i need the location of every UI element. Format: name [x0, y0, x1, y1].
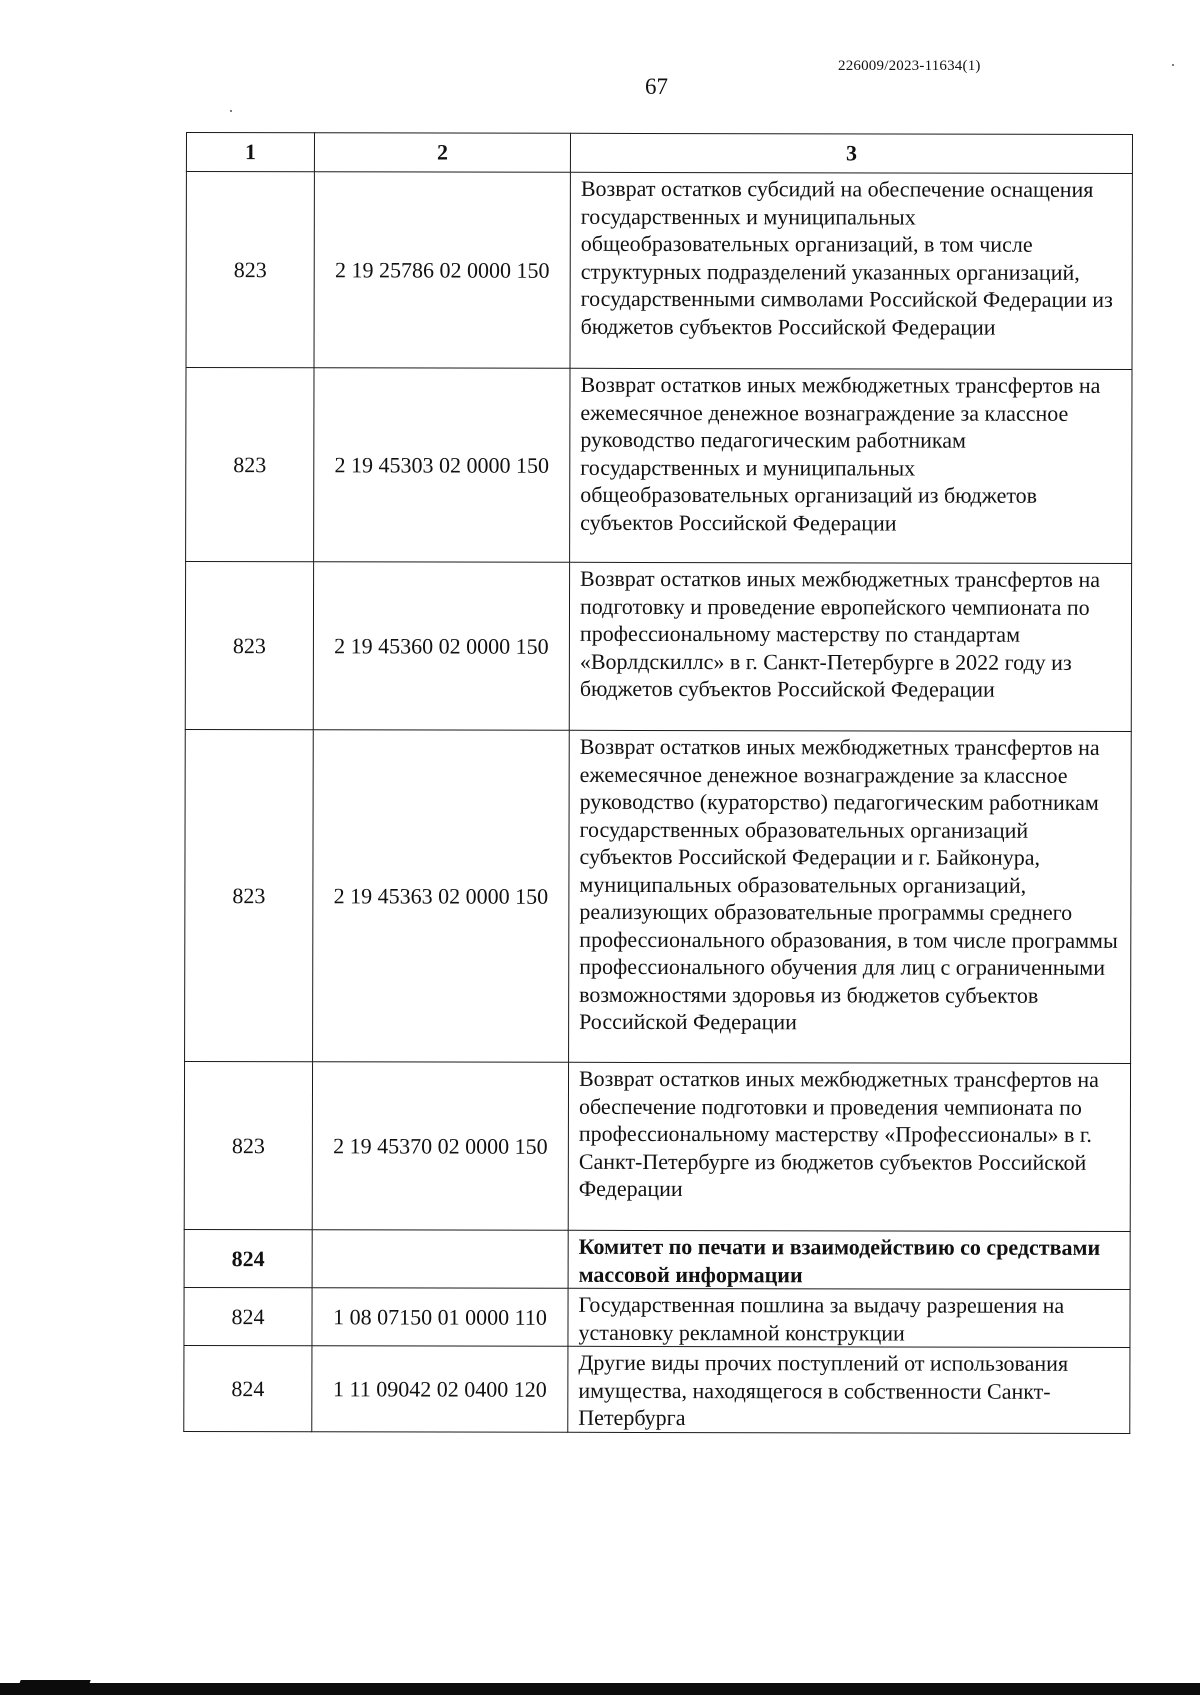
- document-id: 226009/2023-11634(1): [838, 58, 981, 74]
- revenue-code-cell: 1 11 09042 02 0400 120: [312, 1346, 568, 1432]
- table-row-section: [184, 1229, 1130, 1289]
- table-row: [184, 1061, 1130, 1231]
- admin-code-cell: 824: [184, 1345, 312, 1431]
- admin-code-cell: 823: [185, 562, 313, 730]
- page-number: 67: [645, 74, 668, 99]
- admin-code-cell: 824: [184, 1229, 312, 1287]
- revenue-code-cell: 2 19 45360 02 0000 150: [313, 562, 569, 731]
- revenue-code-cell: 1 08 07150 01 0000 110: [312, 1288, 568, 1347]
- table-row: [185, 562, 1131, 732]
- description-cell: Возврат остатков иных межбюджетных трансфертов на ежемесячное денежное вознаграждение за классное руководство педагогическим работникам государственных и муниципальных общеобразовательных организаций из бюджетов субъектов Российской Федерации: [570, 368, 1132, 563]
- admin-code-cell: 823: [186, 368, 314, 562]
- table-row: [186, 368, 1132, 564]
- description-cell: Другие виды прочих поступлений от использования имущества, находящегося в собственности Санкт-Петербурга: [568, 1346, 1130, 1433]
- description-cell: Возврат остатков иных межбюджетных трансфертов на подготовку и проведение европейского чемпионата по профессиональному мастерству по стандартам «Ворлдскиллс» в г. Санкт-Петербурге в 2022 году из бюджетов субъектов Российской Федерации: [569, 562, 1131, 731]
- column-header-2: 2: [314, 133, 570, 173]
- admin-code-cell: 824: [184, 1287, 312, 1345]
- description-cell: Возврат остатков субсидий на обеспечение оснащения государственных и муниципальных общеобразовательных организаций, в том числе структурных подразделений указанных организаций, государственными символами Российской Федерации из бюджетов субъектов Российской Федерации: [570, 172, 1132, 369]
- scan-bottom-edge: [0, 1683, 1200, 1695]
- admin-code-cell: 823: [184, 1061, 312, 1229]
- table-row: [184, 1287, 1130, 1347]
- admin-code-cell: 823: [185, 729, 314, 1061]
- description-cell: Государственная пошлина за выдачу разрешения на установку рекламной конструкции: [568, 1288, 1130, 1347]
- scan-speck: [230, 110, 232, 112]
- revenue-code-cell: 2 19 45363 02 0000 150: [313, 730, 570, 1063]
- column-header-1: 1: [186, 133, 314, 172]
- scan-speck: [1172, 64, 1174, 66]
- description-cell: Возврат остатков иных межбюджетных трансфертов на обеспечение подготовки и проведения чемпионата по профессиональному мастерству «Профессионалы» в г. Санкт-Петербурге из бюджетов субъектов Российской Федерации: [568, 1062, 1130, 1231]
- revenue-code-cell: 2 19 25786 02 0000 150: [314, 172, 570, 369]
- table-row: [184, 1345, 1130, 1432]
- revenue-code-cell: 2 19 45370 02 0000 150: [312, 1062, 568, 1231]
- section-title-cell: Комитет по печати и взаимодействию со средствами массовой информации: [568, 1230, 1130, 1289]
- table-header-row: [186, 133, 1132, 174]
- description-cell: Возврат остатков иных межбюджетных трансфертов на ежемесячное денежное вознаграждение за классное руководство (кураторство) педагогическим работникам государственных образовательных организаций субъектов Российской Федерации и г. Байконура, муниципальных образовательных организаций, реализующих образовательные программы среднего профессионального образования, в том числе программы профессионального обучения для лиц с ограниченными возможностями здоровья из бюджетов субъектов Российской Федерации: [569, 730, 1132, 1063]
- revenue-code-cell: 2 19 45303 02 0000 150: [314, 368, 570, 563]
- column-header-3: 3: [570, 133, 1132, 173]
- revenue-code-cell: [312, 1230, 568, 1289]
- admin-code-cell: 823: [186, 172, 314, 368]
- table-row: [185, 729, 1132, 1063]
- revenue-codes-table: [183, 132, 1133, 1433]
- table-row: [186, 172, 1132, 370]
